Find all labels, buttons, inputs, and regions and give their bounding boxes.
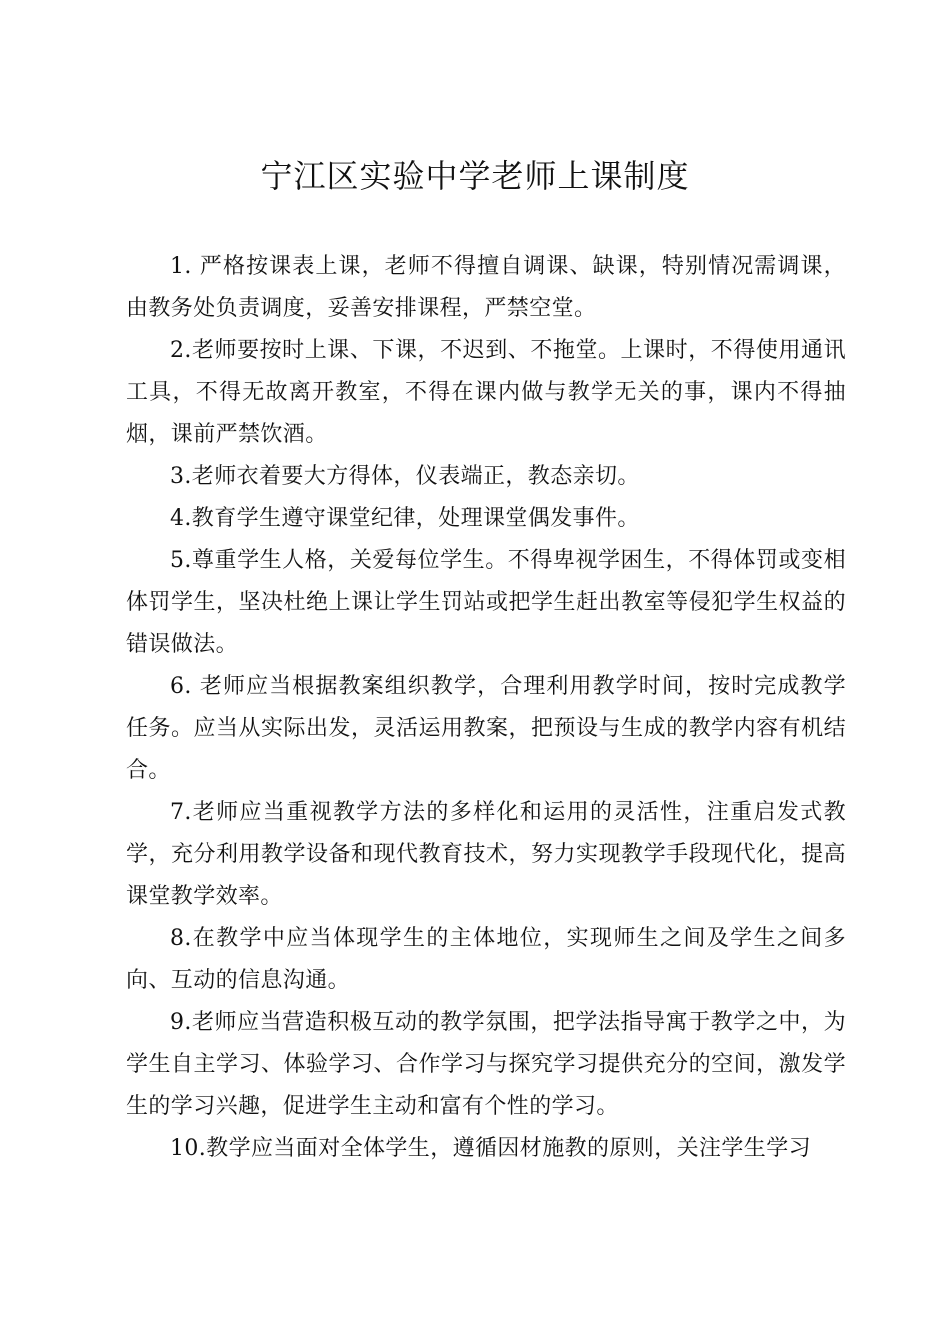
document-body — [126, 246, 846, 1170]
rule-paragraph-8: 8.在教学中应当体现学生的主体地位，实现师生之间及学生之间多向、互动的信息沟通。 — [126, 926, 846, 993]
rule-paragraph-7: 7.老师应当重视教学方法的多样化和运用的灵活性，注重启发式教学，充分利用教学设备和现代教育技术，努力实现教学手段现代化，提高课堂教学效率。 — [126, 800, 846, 909]
rule-paragraph-9: 9.老师应当营造积极互动的教学氛围，把学法指导寓于教学之中，为学生自主学习、体验学习、合作学习与探究学习提供充分的空间，激发学生的学习兴趣，促进学生主动和富有个性的学习。 — [126, 1010, 846, 1119]
rule-paragraph-5: 5.尊重学生人格，关爱每位学生。不得卑视学困生，不得体罚或变相体罚学生，坚决杜绝上课让学生罚站或把学生赶出教室等侵犯学生权益的错误做法。 — [126, 548, 846, 657]
rule-paragraph-1: 1. 严格按课表上课，老师不得擅自调课、缺课，特别情况需调课，由教务处负责调度，妥善安排课程，严禁空堂。 — [126, 254, 846, 321]
rule-paragraph-2: 2.老师要按时上课、下课，不迟到、不拖堂。上课时，不得使用通讯工具，不得无故离开教室，不得在课内做与教学无关的事，课内不得抽烟，课前严禁饮酒。 — [126, 338, 846, 447]
rule-paragraph-4: 4.教育学生遵守课堂纪律，处理课堂偶发事件。 — [170, 506, 640, 531]
rule-paragraph-6: 6. 老师应当根据教案组织教学，合理利用教学时间，按时完成教学任务。应当从实际出发，灵活运用教案，把预设与生成的教学内容有机结合。 — [126, 674, 846, 783]
document-title: 宁江区实验中学老师上课制度 — [260, 157, 690, 195]
rule-paragraph-10: 10.教学应当面对全体学生，遵循因材施教的原则，关注学生学习 — [170, 1136, 811, 1161]
rule-paragraph-3: 3.老师衣着要大方得体，仪表端正，教态亲切。 — [170, 464, 640, 489]
